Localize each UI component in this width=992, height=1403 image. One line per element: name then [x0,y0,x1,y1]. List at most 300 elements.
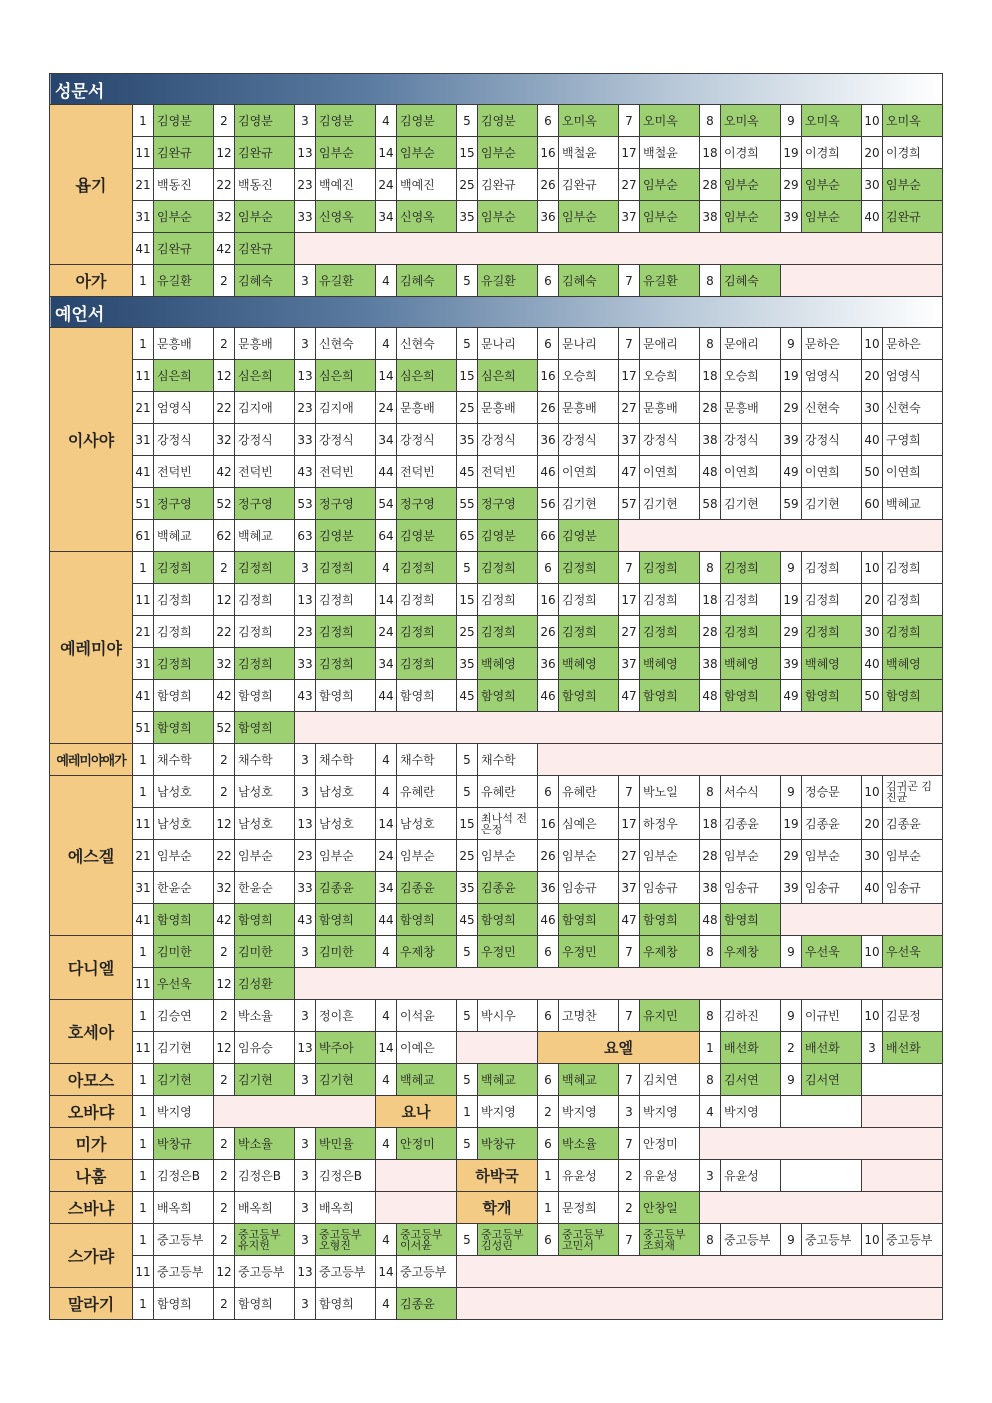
chapter-number: 18 [700,137,721,169]
chapter-number: 2 [214,1192,235,1224]
reader-name: 강정식 [721,424,781,456]
reader-name: 박지영 [559,1096,619,1128]
chapter-number: 11 [133,968,154,1000]
chapter-number: 34 [376,424,397,456]
empty-cell [457,1032,538,1064]
chapter-number: 20 [862,808,883,840]
reader-name: 임부순 [478,201,538,233]
chapter-number: 15 [457,360,478,392]
book-row [50,552,943,584]
reader-name: 문흥배 [559,392,619,424]
chapter-number: 2 [781,1032,802,1064]
reader-name: 김미한 [235,936,295,968]
reader-name: 김정희 [640,584,700,616]
chapter-number: 9 [781,105,802,137]
chapter-number: 8 [700,1224,721,1256]
reader-name: 임부순 [478,840,538,872]
chapter-number: 48 [700,456,721,488]
reader-name: 함영희 [154,680,214,712]
reader-name: 임부순 [640,840,700,872]
chapter-number: 23 [295,616,316,648]
reader-name: 이연희 [640,456,700,488]
reader-name: 김정희 [154,584,214,616]
chapter-number: 3 [700,1160,721,1192]
reader-name: 강정식 [397,424,457,456]
reader-name: 남성호 [154,776,214,808]
reader-name: 김정희 [721,552,781,584]
chapter-number: 36 [538,424,559,456]
chapter-number: 3 [862,1032,883,1064]
chapter-number: 42 [214,680,235,712]
chapter-number: 46 [538,904,559,936]
sub-book-name: 요엘 [538,1032,700,1064]
reader-name: 김종윤 [397,872,457,904]
reader-name: 백철윤 [640,137,700,169]
reader-name: 유지민 [640,1000,700,1032]
reader-name: 강정식 [559,424,619,456]
book-name: 아모스 [50,1064,133,1096]
chapter-number: 8 [700,265,721,297]
reader-name: 유윤성 [559,1160,619,1192]
chapter-number: 6 [538,776,559,808]
book-row [50,1160,943,1192]
chapter-number: 2 [214,1128,235,1160]
chapter-number: 6 [538,1128,559,1160]
chapter-number: 22 [214,616,235,648]
chapter-number: 10 [862,1224,883,1256]
reader-name: 하정우 [640,808,700,840]
chapter-number: 21 [133,840,154,872]
chapter-number: 15 [457,137,478,169]
chapter-number: 47 [619,904,640,936]
reader-name: 함영희 [559,680,619,712]
chapter-number: 37 [619,424,640,456]
chapter-number: 33 [295,872,316,904]
chapter-number: 11 [133,808,154,840]
reader-name: 김완규 [154,233,214,265]
chapter-number: 50 [862,456,883,488]
chapter-number: 19 [781,360,802,392]
chapter-number: 1 [133,776,154,808]
book-row [50,265,943,297]
chapter-number: 1 [133,744,154,776]
chapter-number: 5 [457,1128,478,1160]
reader-name: 함영희 [154,1288,214,1320]
chapter-number: 16 [538,137,559,169]
reader-name: 정승문 [802,776,862,808]
chapter-number: 42 [214,456,235,488]
reader-name: 김정희 [559,552,619,584]
book-row [50,360,943,392]
reader-name: 정이흔 [316,1000,376,1032]
book-row [50,233,943,265]
reader-name: 남성호 [316,776,376,808]
reader-name: 유윤성 [640,1160,700,1192]
reader-name: 우제창 [721,936,781,968]
chapter-number: 38 [700,201,721,233]
reader-name: 임부순 [316,137,376,169]
reader-name: 김문정 [883,1000,943,1032]
reader-name: 심은희 [154,360,214,392]
reader-name: 문애리 [721,328,781,360]
chapter-number: 7 [619,105,640,137]
reader-name: 남성호 [316,808,376,840]
empty-cell [781,265,943,297]
book-row [50,1096,943,1128]
chapter-number: 47 [619,680,640,712]
chapter-number: 56 [538,488,559,520]
reader-name: 구영희 [883,424,943,456]
reader-name: 서수식 [721,776,781,808]
chapter-number: 52 [214,488,235,520]
reader-name: 배옥희 [154,1192,214,1224]
chapter-number: 55 [457,488,478,520]
reader-name: 안정미 [640,1128,700,1160]
chapter-number: 5 [457,328,478,360]
chapter-number: 20 [862,584,883,616]
chapter-number: 7 [619,1000,640,1032]
reader-name: 전덕빈 [478,456,538,488]
reader-name: 임부순 [478,137,538,169]
reader-name: 정구영 [154,488,214,520]
reader-name: 배옥희 [235,1192,295,1224]
reader-name: 임부순 [154,840,214,872]
reader-name: 백혜영 [883,648,943,680]
reader-name: 문하은 [883,328,943,360]
reader-name: 문나리 [559,328,619,360]
chapter-number: 2 [214,1224,235,1256]
reader-name: 임부순 [397,840,457,872]
reader-name: 박지영 [640,1096,700,1128]
chapter-number: 2 [214,1160,235,1192]
reader-name: 백철윤 [559,137,619,169]
reader-name: 함영희 [721,680,781,712]
reader-name: 배선화 [721,1032,781,1064]
chapter-number: 54 [376,488,397,520]
chapter-number: 58 [700,488,721,520]
empty-cell [376,1192,457,1224]
reader-name: 김승연 [154,1000,214,1032]
reader-name: 남성호 [397,808,457,840]
reader-name: 김지애 [235,392,295,424]
chapter-number: 6 [538,105,559,137]
book-row [50,680,943,712]
chapter-number: 32 [214,424,235,456]
chapter-number: 35 [457,872,478,904]
chapter-number: 9 [781,776,802,808]
chapter-number: 23 [295,392,316,424]
chapter-number: 48 [700,680,721,712]
chapter-number: 12 [214,137,235,169]
chapter-number: 39 [781,648,802,680]
reader-name: 김정희 [235,616,295,648]
chapter-number: 6 [538,1064,559,1096]
reader-name: 함영희 [154,712,214,744]
reader-name: 백혜영 [721,648,781,680]
reader-name: 김정희 [316,584,376,616]
chapter-number: 5 [457,776,478,808]
reader-name: 김영분 [154,105,214,137]
chapter-number: 2 [214,936,235,968]
chapter-number: 12 [214,1032,235,1064]
reader-name: 김완규 [559,169,619,201]
chapter-number: 3 [295,1128,316,1160]
chapter-number: 22 [214,840,235,872]
chapter-number: 30 [862,840,883,872]
chapter-number: 41 [133,456,154,488]
reader-name: 배선화 [883,1032,943,1064]
chapter-number: 2 [214,776,235,808]
chapter-number: 10 [862,936,883,968]
chapter-number: 21 [133,169,154,201]
reader-name: 채수학 [316,744,376,776]
reader-name: 전덕빈 [397,456,457,488]
empty-cell [619,520,943,552]
chapter-number: 3 [295,328,316,360]
chapter-number: 26 [538,392,559,424]
section-title: 성문서 [50,74,943,105]
chapter-number: 12 [214,1256,235,1288]
chapter-number: 50 [862,680,883,712]
chapter-number: 12 [214,584,235,616]
chapter-number: 1 [133,1192,154,1224]
chapter-number: 8 [700,105,721,137]
chapter-number: 9 [781,552,802,584]
reader-name: 중고등부 이서윤 [397,1224,457,1256]
empty-cell [376,1160,457,1192]
chapter-number: 41 [133,680,154,712]
reader-name: 임부순 [802,840,862,872]
book-row [50,872,943,904]
book-row [50,1032,943,1064]
chapter-number: 49 [781,680,802,712]
chapter-number: 1 [700,1032,721,1064]
reader-name: 유길환 [154,265,214,297]
book-row [50,808,943,840]
book-name: 예레미야 [50,552,133,744]
chapter-number: 51 [133,712,154,744]
reader-name: 이예은 [397,1032,457,1064]
reader-name: 임부순 [721,201,781,233]
chapter-number: 63 [295,520,316,552]
chapter-number: 29 [781,840,802,872]
chapter-number: 64 [376,520,397,552]
chapter-number: 24 [376,616,397,648]
chapter-number: 59 [781,488,802,520]
reader-name: 박민율 [316,1128,376,1160]
chapter-number: 27 [619,169,640,201]
reader-name: 김정은B [235,1160,295,1192]
chapter-number: 41 [133,233,154,265]
reader-name: 엄영식 [802,360,862,392]
reader-name: 채수학 [397,744,457,776]
chapter-number: 1 [133,328,154,360]
reader-name: 임송규 [802,872,862,904]
chapter-number: 32 [214,201,235,233]
reader-name: 백혜영 [559,648,619,680]
reader-name: 김완규 [154,137,214,169]
reader-name: 박지영 [154,1096,214,1128]
chapter-number: 5 [457,744,478,776]
chapter-number: 13 [295,1256,316,1288]
chapter-number: 5 [457,552,478,584]
section-header-row [50,297,943,328]
chapter-number: 19 [781,808,802,840]
reader-name: 임부순 [235,201,295,233]
reader-name: 박창규 [478,1128,538,1160]
reader-name: 심은희 [397,360,457,392]
chapter-number: 1 [133,1064,154,1096]
reader-name: 백혜교 [559,1064,619,1096]
reader-name: 김영분 [397,520,457,552]
chapter-number: 22 [214,169,235,201]
reader-name: 김정희 [559,584,619,616]
chapter-number: 1 [133,105,154,137]
chapter-number: 38 [700,424,721,456]
chapter-number: 28 [700,392,721,424]
reader-name: 심은희 [316,360,376,392]
chapter-number: 7 [619,1128,640,1160]
chapter-number: 9 [781,936,802,968]
reader-name: 백예진 [316,169,376,201]
book-row [50,936,943,968]
reader-name: 김종윤 [802,808,862,840]
reader-name: 박소율 [559,1128,619,1160]
reader-name: 김정희 [559,616,619,648]
chapter-number: 6 [538,936,559,968]
chapter-number: 1 [133,552,154,584]
chapter-number: 40 [862,648,883,680]
reader-name: 김정희 [721,616,781,648]
reader-name: 유혜란 [478,776,538,808]
chapter-number: 13 [295,584,316,616]
chapter-number: 3 [295,1000,316,1032]
chapter-number: 39 [781,424,802,456]
chapter-number: 7 [619,1064,640,1096]
reader-name: 김정희 [235,648,295,680]
book-row [50,904,943,936]
book-row [50,1288,943,1320]
reader-name: 김영분 [478,105,538,137]
chapter-number: 37 [619,872,640,904]
reader-name: 백혜교 [235,520,295,552]
reader-name: 김서연 [802,1064,862,1096]
chapter-number: 10 [862,552,883,584]
chapter-number: 3 [295,1224,316,1256]
chapter-number: 25 [457,392,478,424]
chapter-number: 2 [214,552,235,584]
chapter-number: 13 [295,808,316,840]
chapter-number: 45 [457,456,478,488]
chapter-number: 4 [376,1128,397,1160]
reader-name: 전덕빈 [316,456,376,488]
reader-name: 전덕빈 [154,456,214,488]
chapter-number: 17 [619,360,640,392]
chapter-number: 7 [619,552,640,584]
reader-name: 김기현 [154,1064,214,1096]
reader-name: 함영희 [235,1288,295,1320]
reader-name: 함영희 [316,904,376,936]
reader-name: 김혜숙 [235,265,295,297]
chapter-number: 6 [538,328,559,360]
book-row [50,968,943,1000]
empty-cell [781,1160,862,1192]
book-row [50,1128,943,1160]
reader-name: 김혜숙 [397,265,457,297]
chapter-number: 4 [700,1096,721,1128]
chapter-number: 36 [538,201,559,233]
chapter-number: 1 [133,1288,154,1320]
reader-name: 유길환 [640,265,700,297]
chapter-number: 29 [781,392,802,424]
reader-name: 강정식 [316,424,376,456]
reader-name: 심예은 [559,808,619,840]
reader-name: 우선욱 [154,968,214,1000]
reader-name: 함영희 [235,680,295,712]
chapter-number: 3 [295,1288,316,1320]
chapter-number: 52 [214,712,235,744]
chapter-number: 35 [457,201,478,233]
chapter-number: 28 [700,616,721,648]
reader-name: 안창일 [640,1192,700,1224]
chapter-number: 7 [619,328,640,360]
chapter-number: 13 [295,360,316,392]
reader-name: 함영희 [316,680,376,712]
reader-name: 김종윤 [316,872,376,904]
reader-name: 이경희 [883,137,943,169]
reader-name: 김영분 [316,520,376,552]
chapter-number: 2 [214,328,235,360]
chapter-number: 24 [376,169,397,201]
chapter-number: 7 [619,265,640,297]
reader-name: 함영희 [478,680,538,712]
reader-name: 백혜영 [478,648,538,680]
chapter-number: 3 [619,1096,640,1128]
chapter-number: 66 [538,520,559,552]
chapter-number: 14 [376,360,397,392]
reader-name: 김완규 [235,233,295,265]
reader-name: 백혜교 [397,1064,457,1096]
chapter-number: 26 [538,616,559,648]
chapter-number: 3 [295,936,316,968]
chapter-number: 60 [862,488,883,520]
chapter-number: 21 [133,616,154,648]
chapter-number: 27 [619,616,640,648]
sub-book-name: 학개 [457,1192,538,1224]
reader-name: 강정식 [640,424,700,456]
reader-name: 유혜란 [559,776,619,808]
reader-name: 우선욱 [802,936,862,968]
chapter-number: 35 [457,424,478,456]
book-name: 에스겔 [50,776,133,936]
chapter-number: 7 [619,936,640,968]
chapter-number: 2 [619,1160,640,1192]
reader-name: 김기현 [316,1064,376,1096]
reader-name: 정구영 [235,488,295,520]
chapter-number: 44 [376,680,397,712]
chapter-number: 35 [457,648,478,680]
reader-name: 김정희 [883,616,943,648]
reader-name: 임부순 [559,201,619,233]
reader-name: 중고등부 오형진 [316,1224,376,1256]
chapter-number: 5 [457,1224,478,1256]
chapter-number: 16 [538,584,559,616]
reader-name: 김종윤 [721,808,781,840]
reader-name: 김혜숙 [721,265,781,297]
chapter-number: 2 [538,1096,559,1128]
chapter-number: 7 [619,776,640,808]
chapter-number: 20 [862,137,883,169]
